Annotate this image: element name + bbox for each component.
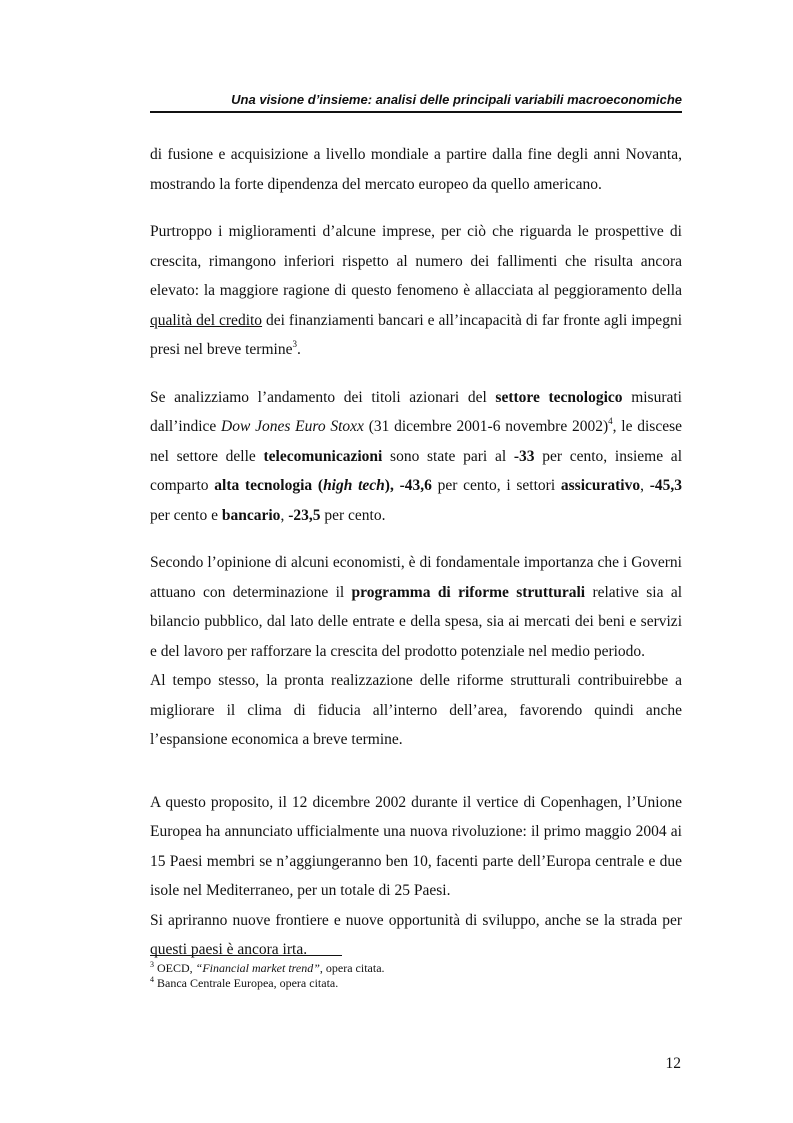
running-title: Una visione d’insieme: analisi delle principali variabili macroeconomiche — [231, 92, 682, 107]
footnote: $^4$ Banca Centrale Europea, opera citata. — [150, 975, 339, 990]
footnote-ref: 3 — [292, 339, 297, 349]
page-number: 12 — [665, 1055, 681, 1072]
footnote-ref: 4 — [608, 416, 613, 426]
body-text — [150, 140, 682, 965]
paragraph: Si apriranno nuove frontiere e nuove opportunità di sviluppo, anche se la strada per questi paesi è ancora irta. — [150, 911, 682, 958]
paragraph: di fusione e acquisizione a livello mondiale a partire dalla fine degli anni Novanta, mostrando la forte dipendenza del mercato europeo da quello americano. — [150, 146, 682, 193]
footnote-rule — [150, 955, 342, 956]
footnote: $^3$ OECD, “Financial market trend”, opera citata. — [150, 960, 385, 975]
paragraph: A questo proposito, il 12 dicembre 2002 durante il vertice di Copenhagen, l’Unione Europea ha annunciato ufficialmente una nuova rivoluzione: il primo maggio 2004 ai 15 Paesi membri se n’aggiungeranno ben 10, facenti parte dell’Europa centrale e due isole nel Mediterraneo, per un totale di 25 Paesi. — [150, 793, 682, 899]
footnotes — [150, 961, 385, 991]
underlined-term: qualità del credito — [150, 311, 263, 329]
paragraph: Secondo l’opinione di alcuni economisti, è di fondamentale importanza che i Governi attuano con determinazione il programma di riforme strutturali relative sia al bilancio pubblico, dal lato delle entrate e della spesa, sia ai mercati dei beni e servizi e del lavoro per rafforzare la crescita del prodotto potenziale nel medio periodo. — [150, 554, 683, 660]
header-rule — [150, 111, 682, 113]
paragraph: Purtroppo i miglioramenti d’alcune imprese, per ciò che riguarda le prospettive di crescita, rimangono inferiori rispetto al numero dei fallimenti che risulta ancora elevato: la maggiore ragione di questo fenomeno è allacciata al peggioramento della qualità del credito dei finanziamenti bancari e all’incapacità di far fronte agli impegni presi nel breve termine$^3$. — [150, 223, 682, 358]
paragraph: Al tempo stesso, la pronta realizzazione delle riforme strutturali contribuirebbe a migliorare il clima di fiducia all’interno dell’area, favorendo quindi anche l’espansione economica a breve termine. — [150, 672, 682, 748]
paragraph: Se analizziamo l’andamento dei titoli azionari del settore tecnologico misurati dall’indice Dow Jones Euro Stoxx (31 dicembre 2001-6 novembre 2002)$^4$, le discese nel settore delle telecomunicazioni sono state pari al -33 per cento, insieme al comparto alta tecnologia (high tech), -43,6 per cento, i settori assicurativo, -45,3 per cento e bancario, -23,5 per cento. — [150, 388, 683, 524]
